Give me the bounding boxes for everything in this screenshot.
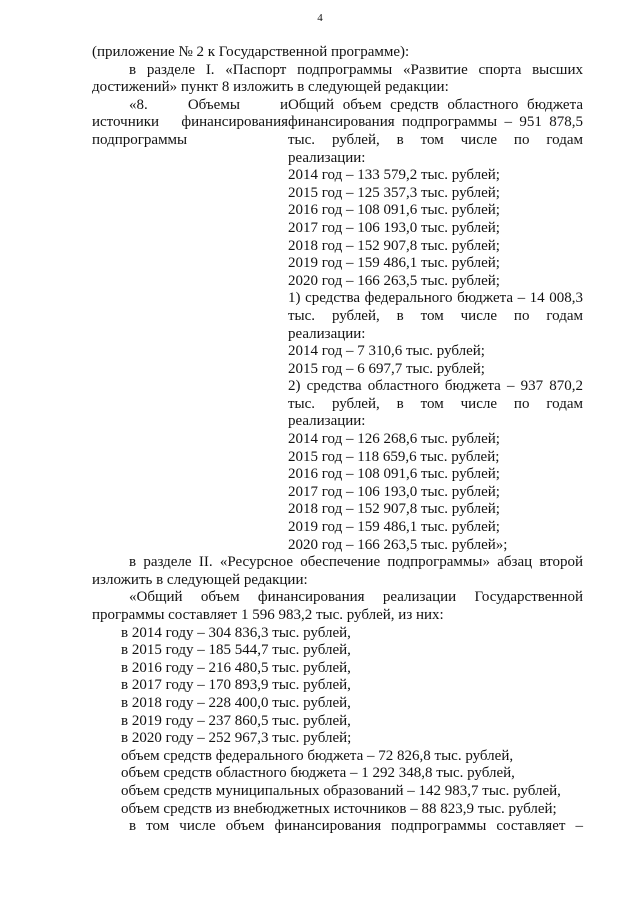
regional-years-list bbox=[288, 431, 583, 554]
total-years-list bbox=[288, 167, 583, 290]
year-line: 2020 год – 166 263,5 тыс. рублей; bbox=[288, 272, 500, 289]
section1-intro: в разделе I. «Паспорт подпрограммы «Развитие спорта высших достижений» пункт 8 изложить в следующей редакции: bbox=[92, 61, 583, 96]
section2-last-line: в том числе объем финансирования подпрограммы составляет – bbox=[129, 818, 583, 835]
source-line: объем средств из внебюджетных источников – 88 823,9 тыс. рублей; bbox=[121, 800, 557, 817]
year-line: 2014 год – 7 310,6 тыс. рублей; bbox=[288, 343, 485, 360]
regional-funding-intro: 2) средства областного бюджета – 937 870,2 тыс. рублей, в том числе по годам реализации: bbox=[288, 378, 583, 430]
year-line: в 2015 году – 185 544,7 тыс. рублей, bbox=[121, 642, 351, 659]
year-line: в 2016 году – 216 480,5 тыс. рублей, bbox=[121, 659, 351, 676]
item-label-rest: источники финансирования подпрограммы bbox=[92, 114, 288, 148]
year-line: 2019 год – 159 486,1 тыс. рублей; bbox=[288, 519, 500, 536]
federal-years-list bbox=[288, 343, 583, 378]
year-line: в 2014 году – 304 836,3 тыс. рублей, bbox=[121, 624, 351, 641]
section2-intro: в разделе II. «Ресурсное обеспечение подпрограммы» абзац второй изложить в следующей редакции: bbox=[92, 554, 583, 588]
section2-sources-list bbox=[92, 748, 583, 818]
year-line: 2017 год – 106 193,0 тыс. рублей; bbox=[288, 483, 500, 500]
page-number: 4 bbox=[317, 12, 323, 24]
federal-funding-intro: 1) средства федерального бюджета – 14 008,3 тыс. рублей, в том числе по годам реализации: bbox=[288, 290, 583, 342]
year-line: 2018 год – 152 907,8 тыс. рублей; bbox=[288, 237, 500, 254]
year-line: 2014 год – 126 268,6 тыс. рублей; bbox=[288, 431, 500, 448]
year-line: 2020 год – 166 263,5 тыс. рублей»; bbox=[288, 536, 508, 553]
source-line: объем средств федерального бюджета – 72 826,8 тыс. рублей, bbox=[121, 747, 514, 764]
year-line: 2015 год – 118 659,6 тыс. рублей; bbox=[288, 448, 500, 465]
document-body bbox=[92, 44, 583, 836]
year-line: 2015 год – 125 357,3 тыс. рублей; bbox=[288, 184, 500, 201]
year-line: 2014 год – 133 579,2 тыс. рублей; bbox=[288, 167, 500, 184]
year-line: в 2017 году – 170 893,9 тыс. рублей, bbox=[121, 677, 351, 694]
year-line: 2016 год – 108 091,6 тыс. рублей; bbox=[288, 202, 500, 219]
year-line: 2018 год – 152 907,8 тыс. рублей; bbox=[288, 501, 500, 518]
passport-item-8 bbox=[92, 97, 583, 554]
year-line: в 2020 году – 252 967,3 тыс. рублей; bbox=[121, 730, 352, 747]
source-line: объем средств областного бюджета – 1 292 348,8 тыс. рублей, bbox=[121, 765, 515, 782]
intro-line: (приложение № 2 к Государственной программе): bbox=[92, 44, 410, 60]
year-line: 2016 год – 108 091,6 тыс. рублей; bbox=[288, 466, 500, 483]
item-label-first-line: «8. Объемы и bbox=[129, 96, 288, 113]
year-line: 2017 год – 106 193,0 тыс. рублей; bbox=[288, 219, 500, 236]
section2-total: «Общий объем финансирования реализации Государственной программы составляет 1 596 983,2 тыс. рублей, из них: bbox=[92, 589, 583, 623]
passport-item-label bbox=[92, 97, 288, 554]
year-line: 2015 год – 6 697,7 тыс. рублей; bbox=[288, 360, 485, 377]
passport-item-value bbox=[288, 97, 583, 554]
year-line: в 2019 году – 237 860,5 тыс. рублей, bbox=[121, 712, 351, 729]
section2-years-list bbox=[92, 625, 583, 748]
year-line: в 2018 году – 228 400,0 тыс. рублей, bbox=[121, 694, 351, 711]
total-funding-intro: Общий объем средств областного бюджета финансирования подпрограммы – 951 878,5 тыс. рублей, в том числе по годам реализации: bbox=[288, 96, 583, 166]
source-line: объем средств муниципальных образований – 142 983,7 тыс. рублей, bbox=[121, 782, 561, 799]
year-line: 2019 год – 159 486,1 тыс. рублей; bbox=[288, 255, 500, 272]
